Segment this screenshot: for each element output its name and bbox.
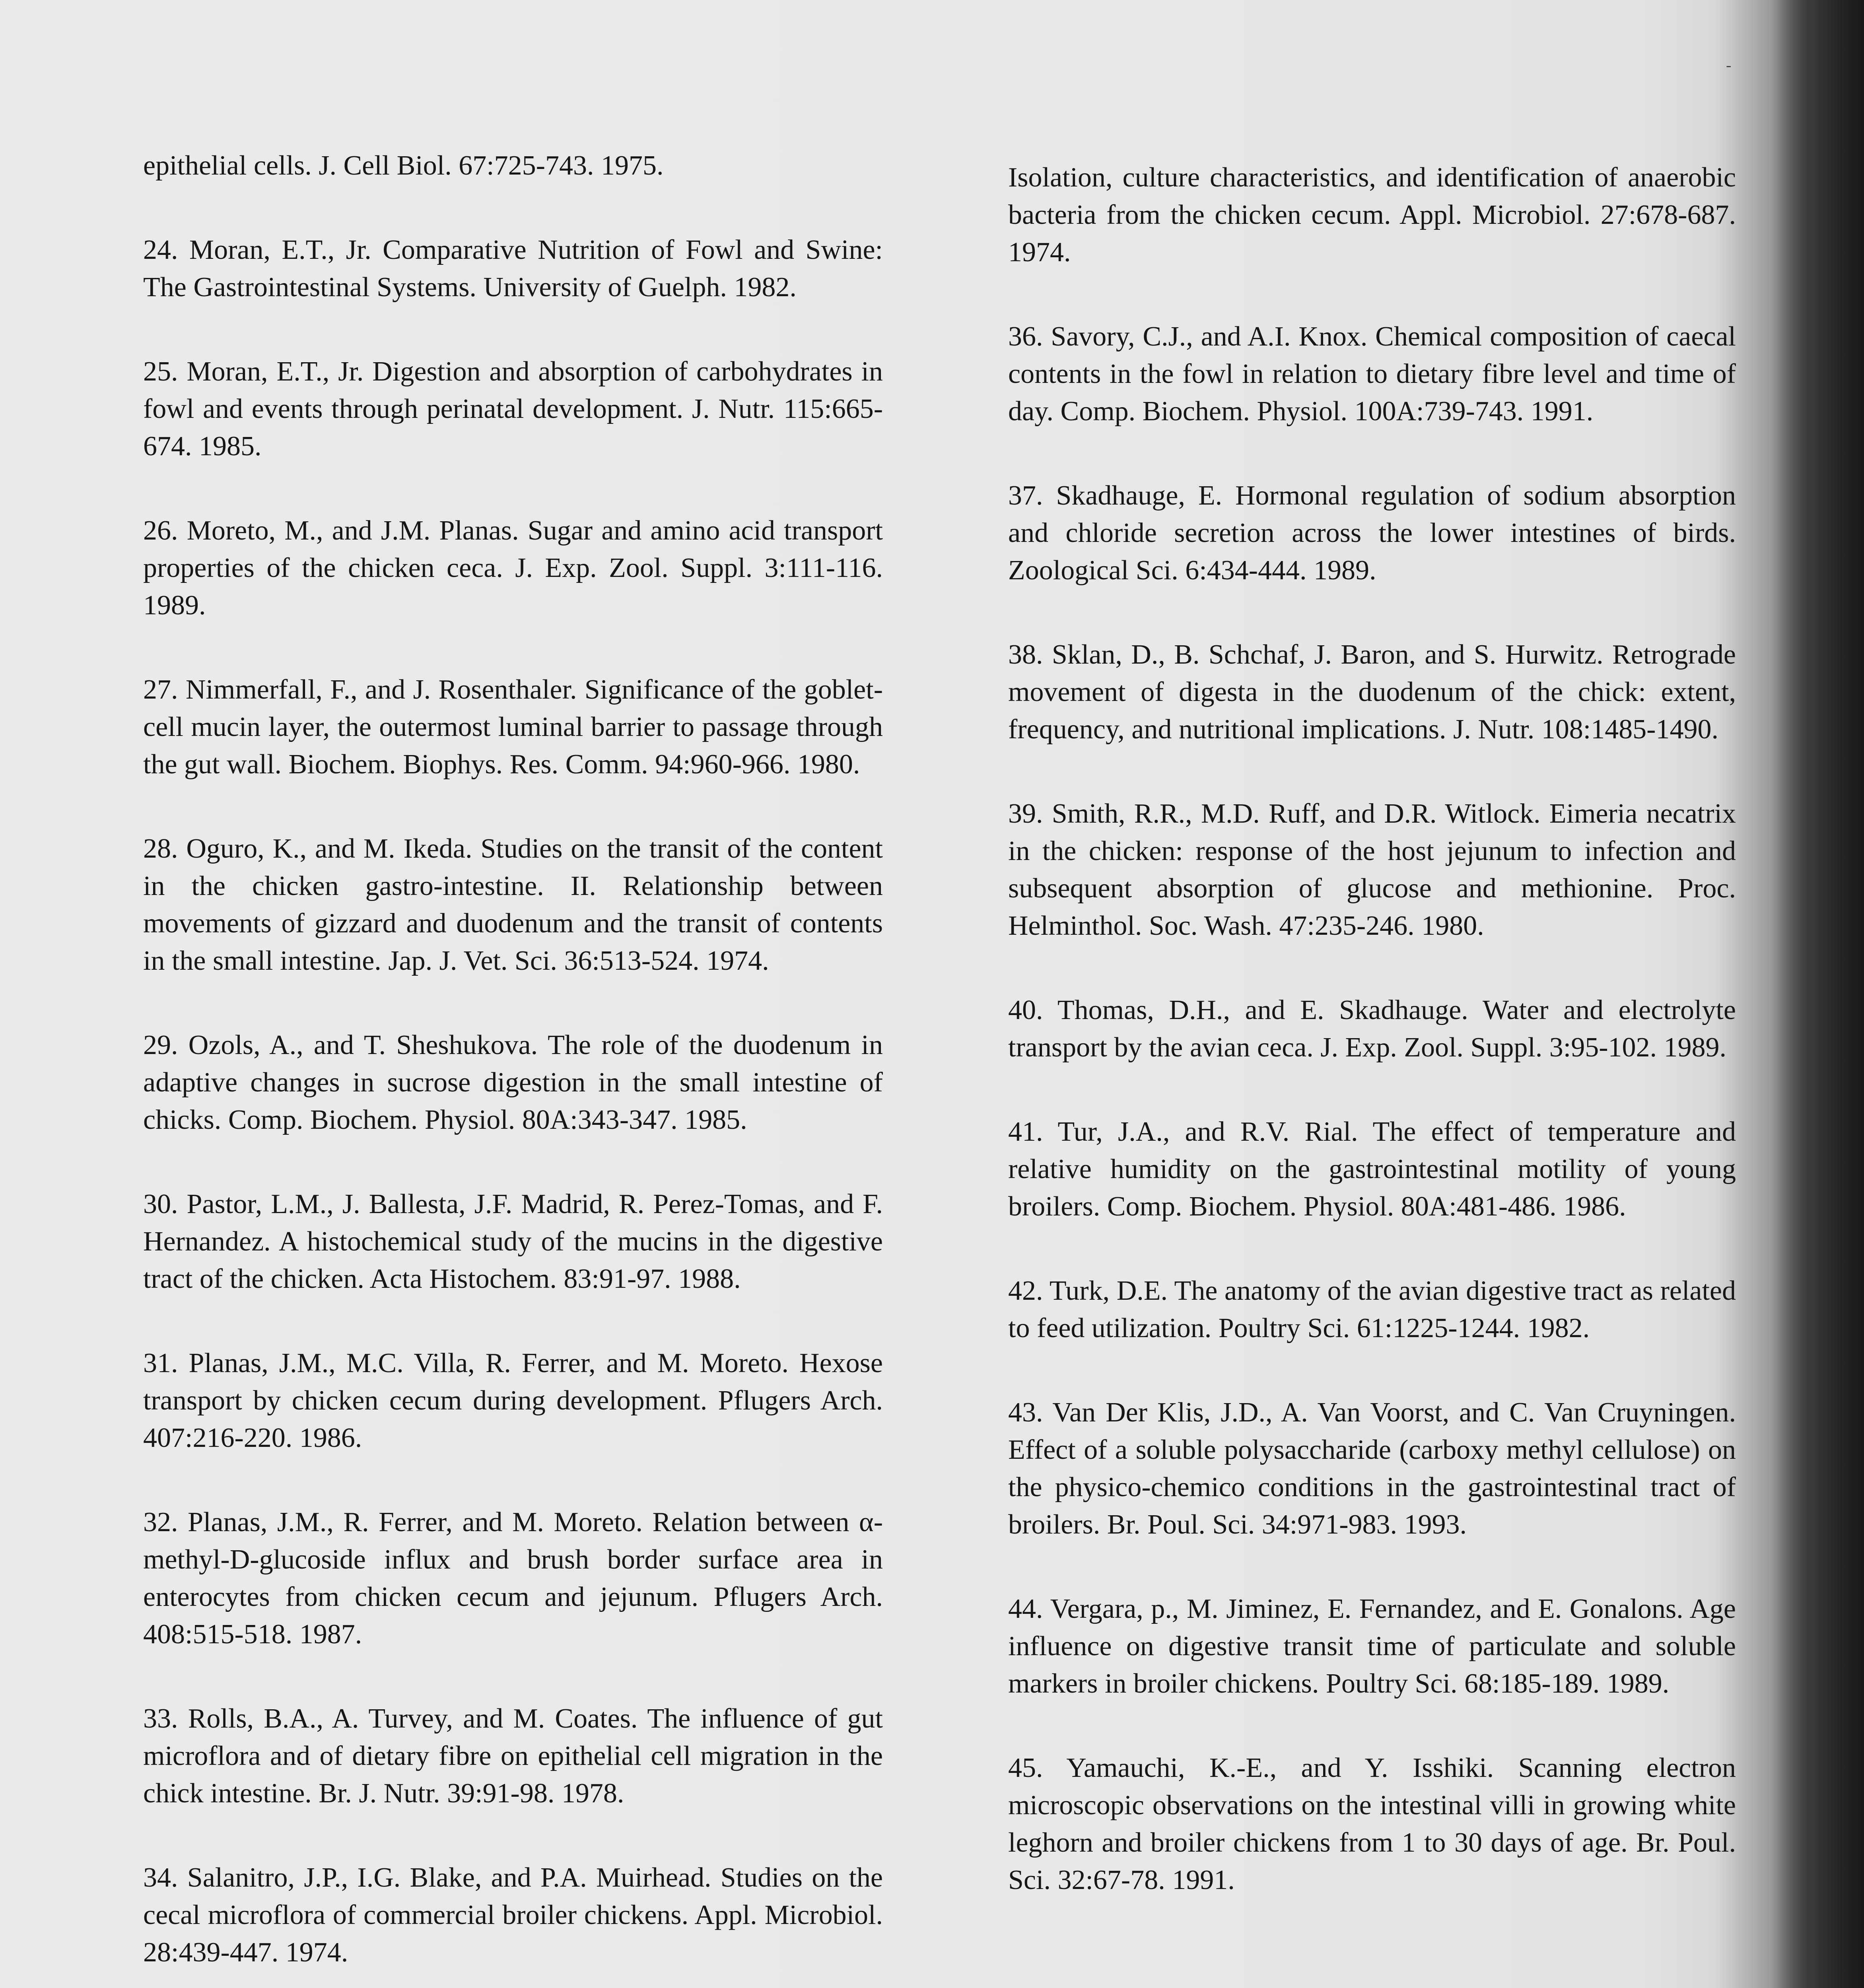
corner-mark: - [1726, 56, 1732, 74]
reference-entry: 30. Pastor, L.M., J. Ballesta, J.F. Madrid, R. Perez-Tomas, and F. Hernandez. A histochemical study of the mucins in the digestive tract of the chicken. Acta Histochem. 83:91-97. 1988. [143, 1189, 883, 1294]
reference-entry: 31. Planas, J.M., M.C. Villa, R. Ferrer, and M. Moreto. Hexose transport by chicken cecum during development. Pflugers Arch. 407:216-220. 1986. [143, 1348, 883, 1453]
reference-entry: 39. Smith, R.R., M.D. Ruff, and D.R. Witlock. Eimeria necatrix in the chicken: response of the host jejunum to infection and subsequent absorption of glucose and methionine. Proc. Helminthol. Soc. Wash. 47:235-246. 1980. [1008, 798, 1736, 941]
reference-entry: 24. Moran, E.T., Jr. Comparative Nutrition of Fowl and Swine: The Gastrointestinal Systems. University of Guelph. 1982. [143, 235, 883, 303]
reference-entry: 34. Salanitro, J.P., I.G. Blake, and P.A. Muirhead. Studies on the cecal microflora of commercial broiler chickens. Appl. Microbiol. 28:439-447. 1974. [143, 1862, 883, 1968]
reference-entry: 38. Sklan, D., B. Schchaf, J. Baron, and S. Hurwitz. Retrograde movement of digesta in the duodenum of the chick: extent, frequency, and nutritional implications. J. Nutr. 108:1485-1490. [1008, 639, 1736, 745]
reference-entry: 27. Nimmerfall, F., and J. Rosenthaler. Significance of the goblet-cell mucin layer, the outermost luminal barrier to passage through the gut wall. Biochem. Biophys. Res. Comm. 94:960-966. 1980. [143, 674, 883, 780]
reference-entry: 26. Moreto, M., and J.M. Planas. Sugar and amino acid transport properties of the chicken ceca. J. Exp. Zool. Suppl. 3:111-116. 1989. [143, 515, 883, 621]
reference-entry: 25. Moran, E.T., Jr. Digestion and absorption of carbohydrates in fowl and events through perinatal development. J. Nutr. 115:665-674. 1985. [143, 356, 883, 462]
reference-entry: 40. Thomas, D.H., and E. Skadhauge. Water and electrolyte transport by the avian ceca. J. Exp. Zool. Suppl. 3:95-102. 1989. [1008, 995, 1736, 1063]
reference-entry: 32. Planas, J.M., R. Ferrer, and M. Moreto. Relation between α-methyl-D-glucoside influx and brush border surface area in enterocytes from chicken cecum and jejunum. Pflugers Arch. 408:515-518. 1987. [143, 1507, 883, 1650]
left-column [143, 147, 883, 1988]
reference-entry: 28. Oguro, K., and M. Ikeda. Studies on the transit of the content in the chicken gastro-intestine. II. Relationship between movements of gizzard and duodenum and the transit of contents in the small intestine. Jap. J. Vet. Sci. 36:513-524. 1974. [143, 833, 883, 976]
reference-entry: 41. Tur, J.A., and R.V. Rial. The effect of temperature and relative humidity on the gastrointestinal motility of young broilers. Comp. Biochem. Physiol. 80A:481-486. 1986. [1008, 1116, 1736, 1222]
right-column [1008, 159, 1736, 1899]
reference-entry: 36. Savory, C.J., and A.I. Knox. Chemical composition of caecal contents in the fowl in relation to dietary fibre level and time of day. Comp. Biochem. Physiol. 100A:739-743. 1991. [1008, 321, 1736, 427]
reference-entry: 37. Skadhauge, E. Hormonal regulation of sodium absorption and chloride secretion across the lower intestines of birds. Zoological Sci. 6:434-444. 1989. [1008, 480, 1736, 586]
binding-shadow [1777, 0, 1864, 1988]
reference-entry: 42. Turk, D.E. The anatomy of the avian digestive tract as related to feed utilization. Poultry Sci. 61:1225-1244. 1982. [1008, 1276, 1736, 1343]
reference-entry: 44. Vergara, p., M. Jiminez, E. Fernandez, and E. Gonalons. Age influence on digestive transit time of particulate and soluble markers in broiler chickens. Poultry Sci. 68:185-189. 1989. [1008, 1594, 1736, 1699]
reference-entry: 43. Van Der Klis, J.D., A. Van Voorst, and C. Van Cruyningen. Effect of a soluble polysaccharide (carboxy methyl cellulose) on the physico-chemico conditions in the gastrointestinal tract of broilers. Br. Poul. Sci. 34:971-983. 1993. [1008, 1397, 1736, 1540]
reference-entry: 33. Rolls, B.A., A. Turvey, and M. Coates. The influence of gut microflora and of dietary fibre on epithelial cell migration in the chick intestine. Br. J. Nutr. 39:91-98. 1978. [143, 1703, 883, 1809]
reference-entry: Isolation, culture characteristics, and identification of anaerobic bacteria from the chicken cecum. Appl. Microbiol. 27:678-687. 1974. [1008, 162, 1736, 268]
reference-entry: 29. Ozols, A., and T. Sheshukova. The role of the duodenum in adaptive changes in sucrose digestion in the small intestine of chicks. Comp. Biochem. Physiol. 80A:343-347. 1985. [143, 1030, 883, 1135]
reference-entry: 45. Yamauchi, K.-E., and Y. Isshiki. Scanning electron microscopic observations on the intestinal villi in growing white leghorn and broiler chickens from 1 to 30 days of age. Br. Poul. Sci. 32:67-78. 1991. [1008, 1753, 1736, 1895]
reference-entry: epithelial cells. J. Cell Biol. 67:725-743. 1975. [143, 150, 664, 181]
